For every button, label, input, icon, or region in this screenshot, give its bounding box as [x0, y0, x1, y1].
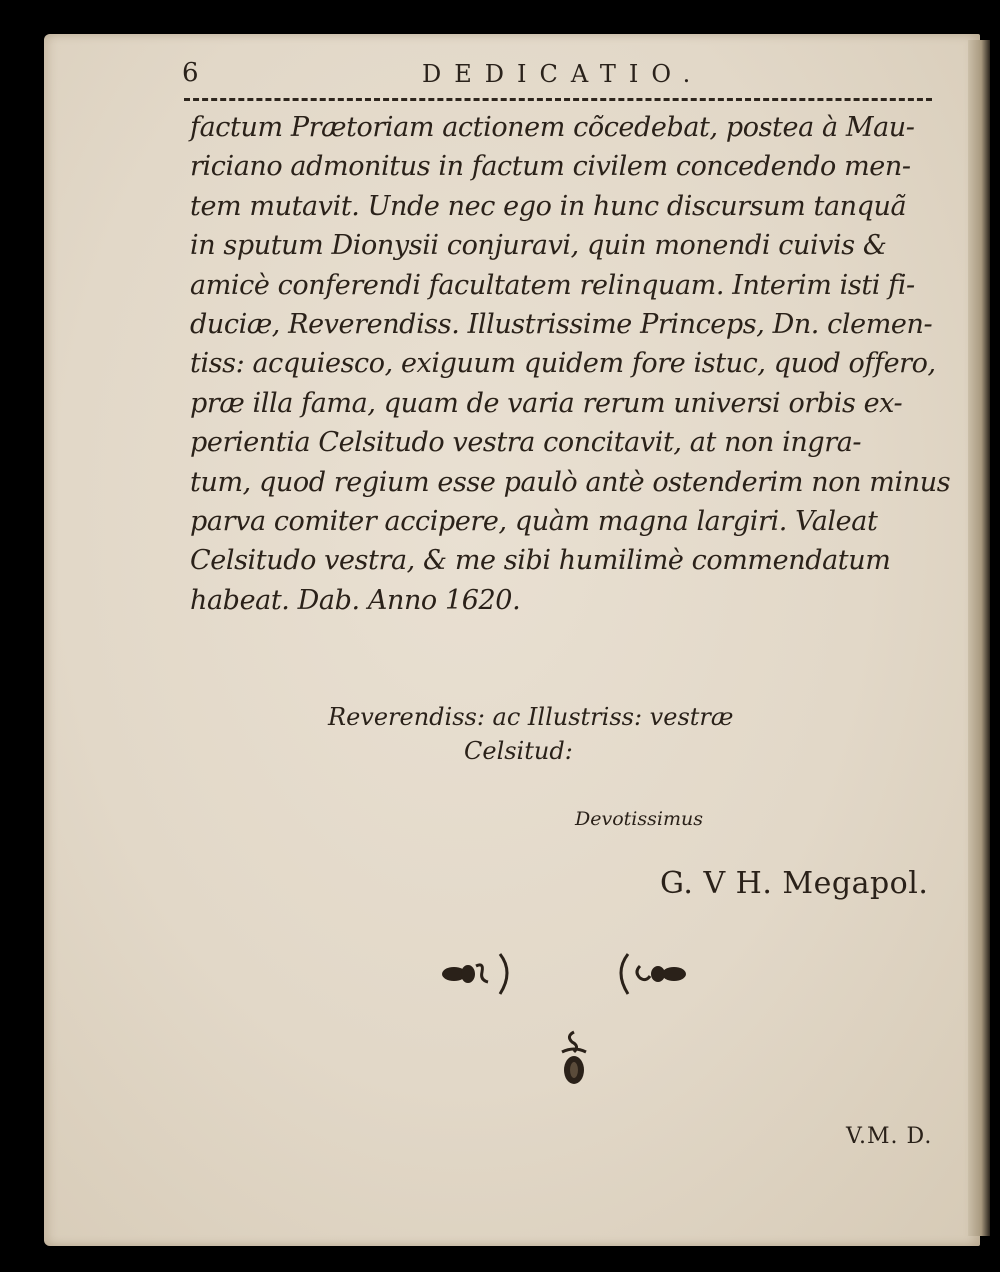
fleuron-left-icon [438, 948, 518, 998]
body-line: amicè conferendi facultatem relinquam. Interim isti fi- [190, 269, 915, 301]
body-line: factum Prætoriam actionem cõcedebat, postea à Mau- [190, 112, 915, 143]
body-line: præ illa fama, quam de varia rerum universi orbis ex- [190, 387, 903, 419]
signature-mark: V.M. D. [846, 1124, 933, 1149]
fleuron-right-icon [614, 948, 694, 998]
closing-line: Celsitud: [464, 737, 573, 765]
body-line: Celsitudo vestra, & me sibi humilimè commendatum [190, 545, 891, 577]
header-rule [184, 98, 932, 101]
page-edge [968, 40, 990, 1236]
body-line: perientia Celsitudo vestra concitavit, at non ingra- [190, 427, 862, 459]
body-line: riciano admonitus in factum civilem concedendo men- [190, 151, 911, 183]
body-line: parva comiter accipere, quàm magna largiri. Valeat [190, 506, 878, 538]
body-line: tem mutavit. Unde nec ego in hunc discursum tanquã [190, 190, 907, 222]
page-header [182, 58, 942, 98]
body-line: in sputum Dionysii conjuravi, quin monendi cuivis & [190, 230, 887, 262]
page-number: 6 [182, 58, 199, 88]
closing-line: Reverendiss: ac Illustriss: vestræ [328, 703, 734, 731]
body-line: habeat. Dab. Anno 1620. [190, 584, 521, 616]
body-line: duciæ, Reverendiss. Illustrissime Princeps, Dn. clemen- [190, 309, 933, 341]
dedication-body [190, 108, 951, 620]
author-signature: G. V H. Megapol. [660, 866, 929, 901]
body-line: tum, quod regium esse paulò antè ostenderim non minus [190, 466, 951, 498]
closing-salutation [328, 700, 733, 768]
body-line: tiss: acquiesco, exiguum quidem fore istuc, quod offero, [190, 348, 936, 380]
devotissimus-label: Devotissimus [575, 808, 703, 830]
running-title: DEDICATIO. [422, 60, 704, 88]
tail-piece-ornament-icon [554, 1028, 594, 1092]
